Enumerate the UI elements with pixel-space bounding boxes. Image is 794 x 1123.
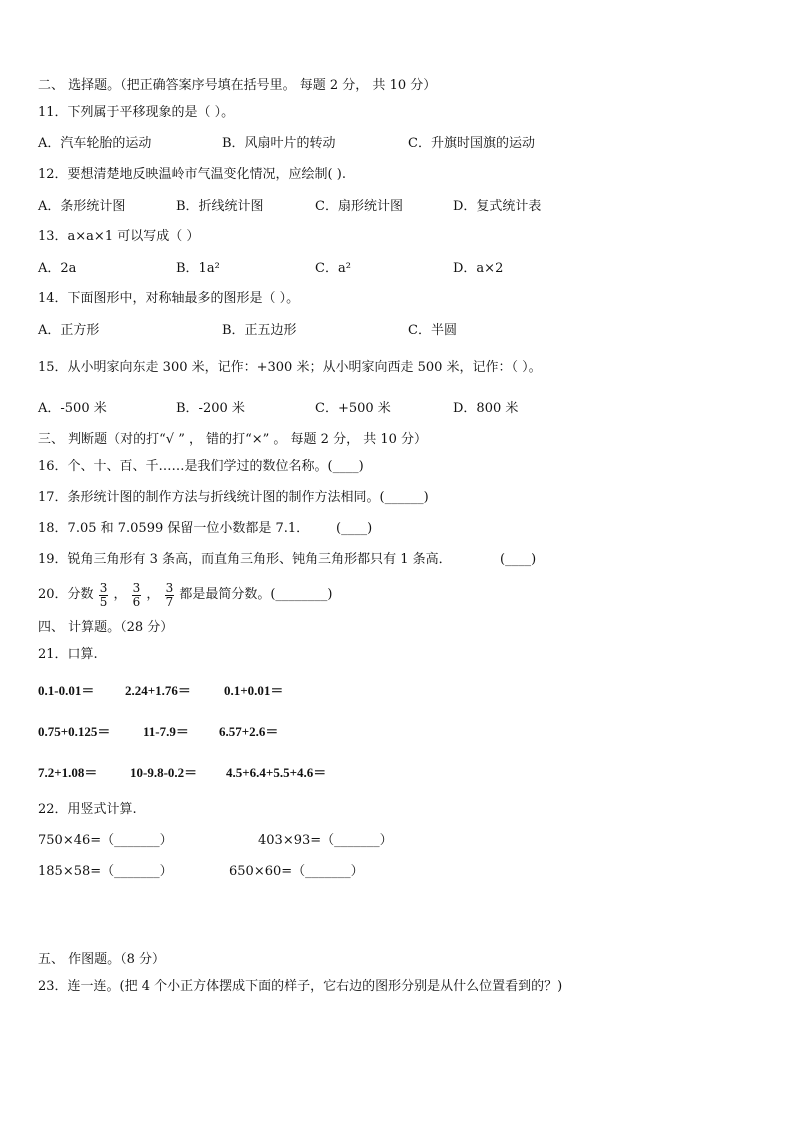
q12-option-d: D．复式统计表	[453, 199, 542, 214]
q11-option-b: B．风扇叶片的转动	[222, 136, 336, 151]
mental-calc-item: 0.1-0.01＝	[38, 683, 95, 698]
fraction-numerator: 3	[132, 580, 141, 595]
q11-option-c: C．升旗时国旗的运动	[408, 136, 535, 151]
section-heading-3: 三、 判断题（对的打“√ ” ， 错的打“×” 。 每题 2 分， 共 10 分）	[38, 432, 428, 447]
q15-option-d: D．800 米	[453, 401, 519, 416]
fraction-denominator: 7	[165, 594, 174, 609]
question-21-stem: 21．口算.	[38, 647, 98, 662]
q13-option-a: A．2a	[38, 261, 77, 276]
mental-calc-item: 6.57+2.6＝	[219, 724, 279, 739]
fraction-denominator: 5	[99, 594, 108, 609]
q12-option-b: B．折线统计图	[176, 199, 264, 214]
mental-calc-item: 0.1+0.01＝	[224, 683, 284, 698]
question-20-prefix: 20．分数	[38, 587, 94, 602]
q14-option-b: B．正五边形	[222, 323, 297, 338]
q15-option-c: C．+500 米	[315, 401, 391, 416]
section-heading-2: 二、 选择题。（把正确答案序号填在括号里。 每题 2 分， 共 10 分）	[38, 78, 437, 93]
vertical-calc-item: 185×58=（_______）	[38, 864, 173, 879]
fraction-numerator: 3	[165, 580, 174, 595]
q13-option-b: B．1a²	[176, 261, 220, 276]
fraction	[165, 582, 175, 609]
q12-option-a: A．条形统计图	[38, 199, 126, 214]
section-heading-5: 五、 作图题。（8 分）	[38, 952, 166, 967]
section-heading-4: 四、 计算题。（28 分）	[38, 620, 174, 635]
mental-calc-item: 0.75+0.125＝	[38, 724, 111, 739]
question-20-suffix: 都是最简分数。(________)	[179, 587, 333, 602]
question-12-stem: 12．要想清楚地反映温岭市气温变化情况，应绘制( ).	[38, 167, 346, 182]
question-23: 23．连一连。(把 4 个小正方体摆成下面的样子，它右边的图形分别是从什么位置看到的？)	[38, 979, 563, 994]
fraction-numerator: 3	[99, 580, 108, 595]
q13-option-c: C．a²	[315, 261, 351, 276]
fraction	[99, 582, 109, 609]
question-11-stem: 11．下列属于平移现象的是（ ）。	[38, 105, 235, 120]
q13-option-d: D．a×2	[453, 261, 504, 276]
q12-option-c: C．扇形统计图	[315, 199, 403, 214]
question-14-stem: 14．下面图形中，对称轴最多的图形是（ ）。	[38, 291, 300, 306]
question-13-stem: 13．a×a×1 可以写成（ ）	[38, 229, 200, 244]
mental-calc-item: 7.2+1.08＝	[38, 765, 98, 780]
fraction	[132, 582, 142, 609]
question-17: 17．条形统计图的制作方法与折线统计图的制作方法相同。(______)	[38, 490, 429, 505]
question-18: 18．7.05 和 7.0599 保留一位小数都是 7.1．	[38, 521, 310, 536]
question-19-blank: (____)	[500, 552, 537, 567]
fraction-separator: ，	[146, 587, 160, 602]
mental-calc-item: 10-9.8-0.2＝	[130, 765, 198, 780]
question-15-stem: 15．从小明家向东走 300 米，记作：+300 米；从小明家向西走 500 米，记作：（ ）。	[38, 360, 542, 375]
question-22-stem: 22．用竖式计算.	[38, 802, 137, 817]
q15-option-a: A．-500 米	[38, 401, 107, 416]
question-20	[38, 580, 333, 611]
vertical-calc-item: 403×93=（_______）	[258, 833, 393, 848]
vertical-calc-item: 650×60=（_______）	[229, 864, 364, 879]
q15-option-b: B．-200 米	[176, 401, 245, 416]
mental-calc-item: 4.5+6.4+5.5+4.6＝	[226, 765, 327, 780]
mental-calc-item: 2.24+1.76＝	[125, 683, 191, 698]
q14-option-a: A．正方形	[38, 323, 100, 338]
q14-option-c: C．半圆	[408, 323, 457, 338]
q11-option-a: A．汽车轮胎的运动	[38, 136, 152, 151]
fraction-separator: ，	[113, 587, 127, 602]
question-19: 19．锐角三角形有 3 条高，而直角三角形、钝角三角形都只有 1 条高．	[38, 552, 452, 567]
question-16: 16．个、十、百、千……是我们学过的数位名称。(____)	[38, 459, 364, 474]
vertical-calc-item: 750×46=（_______）	[38, 833, 173, 848]
question-18-blank: (____)	[336, 521, 373, 536]
mental-calc-item: 11-7.9＝	[143, 724, 189, 739]
fraction-denominator: 6	[132, 594, 141, 609]
